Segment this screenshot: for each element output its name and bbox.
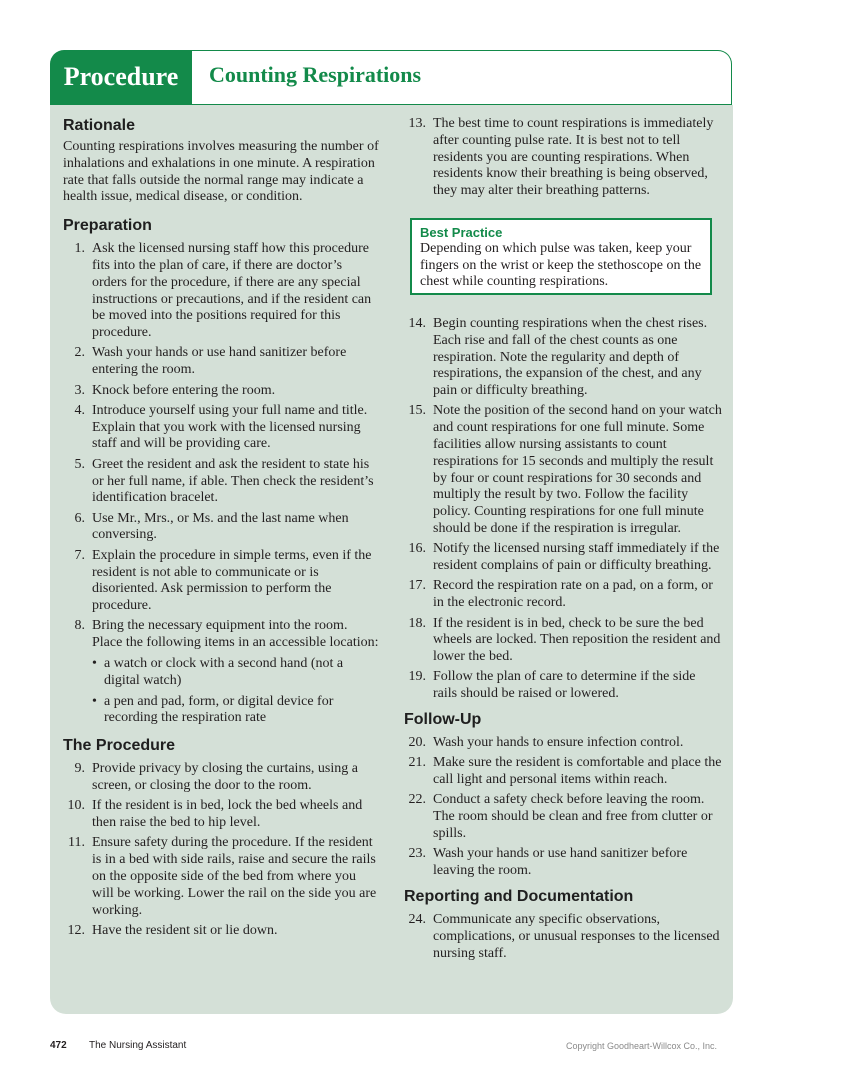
procedure-steps-left <box>63 761 379 939</box>
rationale-heading: Rationale <box>63 117 136 134</box>
reporting-heading: Reporting and Documentation <box>404 887 634 905</box>
step-21: 21. Make sure the resident is comfortable and place the call light and personal items within reach. <box>408 755 722 788</box>
step-7: 7. Explain the procedure in simple terms, even if the resident is not able to communicate or is disoriented. Ask permission to perform the procedure. <box>74 547 372 614</box>
book-title: The Nursing Assistant <box>89 1040 187 1051</box>
step-3: 3. Knock before entering the room. <box>74 382 276 398</box>
equipment-item: • a watch or clock with a second hand (not a digital watch) <box>92 656 344 688</box>
best-practice-text: Depending on which pulse was taken, keep your fingers on the wrist or keep the stethoscope on the chest while counting respirations. <box>420 241 702 289</box>
step-18: 18. If the resident is in bed, check to be sure the bed wheels are locked. Then reposition the resident and lower the bed. <box>408 615 721 665</box>
procedure-tab <box>50 50 192 106</box>
step-11: 11. Ensure safety during the procedure. If the resident is in a bed with side rails, raise and secure the rails on the opposite side of the bed from where you will be working. Lower the rail on the side you are working. <box>68 835 377 918</box>
right-column-bottom <box>404 316 722 966</box>
step-19: 19. Follow the plan of care to determine if the side rails should be raised or lowered. <box>408 669 696 702</box>
step-22: 22. Conduct a safety check before leaving the room. The room should be clean and free from clutter or spills. <box>408 792 713 842</box>
step-15: 15. Note the position of the second hand on your watch and count respirations for one full minute. Some facilities allow nursing assistants to count respirations for 15 seconds and multiply the result by four or count respirations for 30 seconds and multiply the result by two. Follow the facility policy. Counting respirations for one full minute should be done if the respiration is irregular. <box>408 403 722 537</box>
best-practice-title: Best Practice <box>420 225 503 240</box>
procedure-tab-label: Procedure <box>63 62 179 91</box>
follow-up-heading: Follow-Up <box>404 711 482 729</box>
step-4: 4. Introduce yourself using your full name and title. Explain that you work with the licensed nursing staff and will be providing care. <box>74 402 368 452</box>
best-practice-box <box>410 218 712 295</box>
step-17: 17. Record the respiration rate on a pad, on a form, or in the electronic record. <box>408 578 713 611</box>
copyright: Copyright Goodheart-Willcox Co., Inc. <box>566 1041 718 1051</box>
procedure-heading: The Procedure <box>63 737 176 755</box>
step-23: 23. Wash your hands or use hand sanitizer before leaving the room. <box>408 846 688 879</box>
equipment-list <box>92 656 379 727</box>
step-16: 16. Notify the licensed nursing staff immediately if the resident complains of pain or difficulty breathing. <box>408 541 720 574</box>
rationale-text: Counting respirations involves measuring the number of inhalations and exhalations in one minute. A respiration rate that falls outside the normal range may indicate a health issue, medical disease, or condition. <box>63 139 379 205</box>
step-1: 1. Ask the licensed nursing staff how this procedure fits into the plan of care, if there are doctor’s orders for the procedure, if there are any special instructions or precautions, and if the resident can be moved into the positions required for this procedure. <box>74 241 372 341</box>
right-column-top <box>404 116 722 203</box>
step-10: 10. If the resident is in bed, lock the bed wheels and then raise the bed to hip level. <box>67 798 363 831</box>
step-6: 6. Use Mr., Mrs., or Ms. and the last name when conversing. <box>74 510 349 543</box>
procedure-steps-right <box>404 316 722 703</box>
left-column <box>63 105 379 943</box>
follow-up-steps <box>404 735 722 880</box>
step-8: 8. Bring the necessary equipment into the room. Place the following items in an accessible location: • a watch or clock with a second hand (not a digital watch) • a pen and pad, form, or digital device for recording the respiration rate <box>74 618 379 726</box>
page-title: Counting Respirations <box>209 62 422 87</box>
step-5: 5. Greet the resident and ask the resident to state his or her full name, if able. Then check the resident’s identification bracelet. <box>74 456 374 506</box>
equipment-item: • a pen and pad, form, or digital device for recording the respiration rate <box>92 693 334 726</box>
page-number: 472 <box>50 1040 67 1051</box>
procedure-steps-right-top <box>404 116 722 200</box>
step-12: 12. Have the resident sit or lie down. <box>67 922 278 938</box>
preparation-heading: Preparation <box>63 217 152 235</box>
step-2: 2. Wash your hands or use hand sanitizer before entering the room. <box>74 345 347 378</box>
step-13: 13. The best time to count respirations is immediately after counting pulse rate. It is best not to tell residents you are counting respirations. When residents know their breathing is being observed, they may alter their breathing patterns. <box>408 116 714 199</box>
content-panel <box>50 105 733 1014</box>
step-14: 14. Begin counting respirations when the chest rises. Each rise and fall of the chest counts as one respiration. Note the regularity and depth of respirations, the expansion of the chest, and any pain or difficulty breathing. <box>408 316 708 399</box>
step-9: 9. Provide privacy by closing the curtains, using a screen, or closing the door to the room. <box>74 761 358 793</box>
step-20: 20. Wash your hands to ensure infection control. <box>408 735 684 751</box>
step-24: 24. Communicate any specific observations, complications, or unusual responses to the licensed nursing staff. <box>408 911 720 961</box>
preparation-steps <box>63 241 379 727</box>
reporting-steps <box>404 912 722 962</box>
